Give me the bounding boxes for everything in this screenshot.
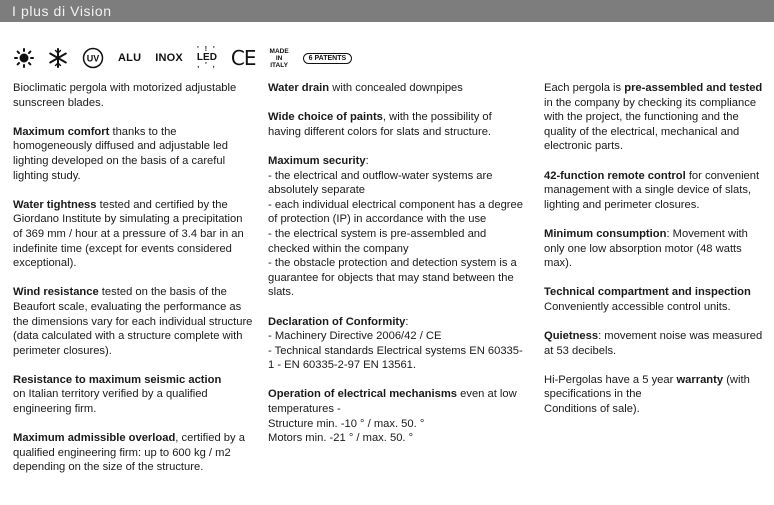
paragraph: Maximum comfort thanks to the homogeneously diffused and adjustable led lighting developed on the basis of a careful lighting study. [13, 125, 229, 182]
paragraph: Each pergola is pre-assembled and tested in the company by checking its compliance with the project, the functioning and the quality of the electrical, mechanical and electronic parts. [544, 82, 763, 153]
ce-icon: CE [230, 46, 256, 70]
column-3 [544, 81, 768, 431]
paragraph: Minimum consumption: Movement with only one low absorption motor (48 watts max). [544, 227, 748, 270]
paragraph: Wide choice of paints, with the possibility of having different colors for slats and structure. [268, 111, 492, 138]
uv-icon [82, 47, 104, 69]
paragraph: Water drain with concealed downpipes [268, 82, 463, 94]
alu-icon: ALU [118, 52, 142, 64]
column-1 [13, 81, 253, 490]
paragraph: Bioclimatic pergola with motorized adjustable sunscreen blades. [13, 82, 237, 109]
paragraph: Water tightness tested and certified by the Giordano Institute by simulating a precipitation of 369 mm / hour at a pressure of 3.4 bar in an indefinite time (except for events considered exceptional). [13, 198, 244, 270]
svg-text:UV: UV [86, 53, 100, 64]
paragraph: Wind resistance tested on the basis of the Beaufort scale, evaluating the performance as the dimensions vary for each individual structure (data calculated with a structure complete with perimeter closures). [13, 286, 253, 357]
paragraph: Maximum security: - the electrical and outflow-water systems are absolutely separate - each individual electrical component has a degree of protection (IP) in accordance with the use - the electrical system is pre-assembled and checked within the company - the obstacle protection and detection system is a guarantee for objects that may stand between the slats. [268, 154, 523, 299]
led-icon: ' ! ' LED , ' , [196, 46, 217, 69]
paragraph: Hi-Pergolas have a 5 year warranty (with specifications in the Conditions of sale). [544, 373, 750, 416]
feature-icons-row [14, 44, 366, 72]
title-bar [0, 0, 774, 22]
paragraph: Quietness: movement noise was measured at 53 decibels. [544, 330, 763, 357]
page-title: I plus di Vision [12, 3, 112, 19]
sun-icon [14, 48, 34, 68]
column-2 [268, 81, 526, 460]
made-in-italy-icon: MADE IN ITALY [269, 47, 289, 69]
paragraph: 42-function remote control for convenient management with a single device of slats, lighting and perimeter closures. [544, 169, 760, 211]
paragraph: Technical compartment and inspection Conveniently accessible control units. [544, 286, 751, 313]
paragraph: Operation of electrical mechanisms even at low temperatures - Structure min. -10 ° / max. 50. ° Motors min. -21 ° / max. 50. ° [268, 388, 517, 445]
paragraph: Maximum admissible overload, certified by a qualified engineering firm: up to 600 kg / m2 depending on the size of the structure. [13, 432, 245, 474]
paragraph: Declaration of Conformity: - Machinery Directive 2006/42 / CE - Technical standards Electrical systems EN 60335-1 - EN 60335-2-97 EN 13561. [268, 315, 523, 372]
inox-icon: INOX [155, 52, 183, 64]
snowflake-icon [48, 48, 68, 68]
paragraph: Resistance to maximum seismic action on Italian territory verified by a qualified engineering firm. [13, 373, 222, 416]
patents-icon: 6 PATENTS [303, 53, 352, 64]
